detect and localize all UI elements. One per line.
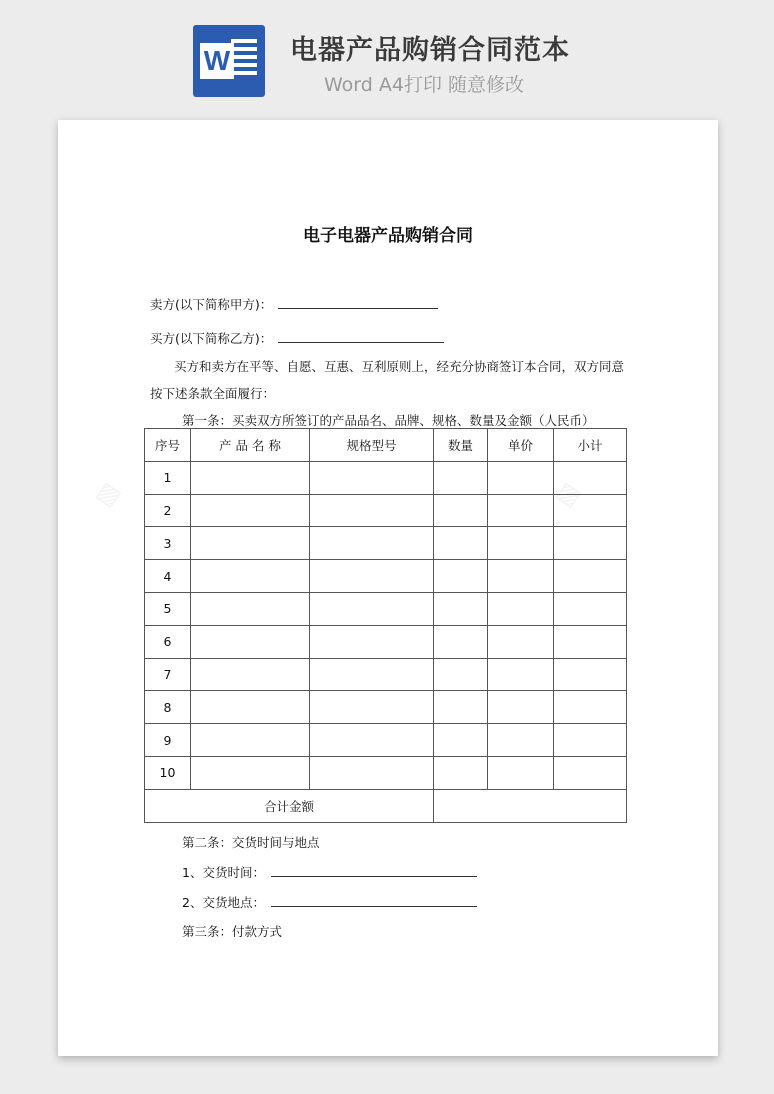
table-cell[interactable]	[488, 494, 554, 527]
buyer-blank[interactable]	[278, 330, 444, 343]
table-cell[interactable]	[191, 592, 310, 625]
table-cell[interactable]	[488, 756, 554, 789]
table-cell[interactable]	[434, 461, 488, 494]
article-1: 第一条：买卖双方所签订的产品品名、品牌、规格、数量及金额（人民币）	[182, 413, 595, 428]
table-cell[interactable]	[310, 625, 434, 658]
word-icon	[193, 25, 265, 97]
table-cell[interactable]	[488, 592, 554, 625]
table-cell[interactable]	[434, 625, 488, 658]
row-number: 1	[145, 461, 191, 494]
table-cell[interactable]	[488, 461, 554, 494]
delivery-place-blank[interactable]	[271, 894, 477, 907]
buyer-label: 买方(以下简称乙方)：	[150, 331, 273, 346]
row-number: 3	[145, 527, 191, 560]
table-cell[interactable]	[488, 658, 554, 691]
table-cell[interactable]	[434, 691, 488, 724]
intro-line-1: 买方和卖方在平等、自愿、互惠、互利原则上，经充分协商签订本合同，双方同意	[174, 359, 625, 374]
table-cell[interactable]	[310, 461, 434, 494]
seller-line	[150, 295, 438, 313]
table-row	[145, 658, 627, 691]
table-cell[interactable]	[310, 658, 434, 691]
banner-title: 电器产品购销合同范本	[290, 35, 570, 66]
table-cell[interactable]	[191, 756, 310, 789]
banner	[0, 0, 774, 118]
table-cell[interactable]	[191, 461, 310, 494]
table-row	[145, 724, 627, 757]
article-2: 第二条：交货时间与地点	[182, 835, 320, 850]
document-title: 电子电器产品购销合同	[303, 226, 473, 246]
banner-subtitle: Word A4打印 随意修改	[324, 74, 525, 96]
word-icon-letter: W	[200, 43, 234, 79]
table-row	[145, 691, 627, 724]
table-cell[interactable]	[554, 527, 627, 560]
table-header-row	[145, 429, 627, 462]
watermark: ▨	[552, 476, 587, 512]
table-row	[145, 494, 627, 527]
delivery-time-line	[182, 863, 477, 881]
seller-label: 卖方(以下简称甲方)：	[150, 297, 273, 312]
table-cell[interactable]	[191, 724, 310, 757]
row-number: 9	[145, 724, 191, 757]
table-cell[interactable]	[554, 560, 627, 593]
table-cell[interactable]	[310, 724, 434, 757]
header-cell: 数量	[434, 429, 488, 462]
row-number: 4	[145, 560, 191, 593]
table-row	[145, 461, 627, 494]
table-row	[145, 625, 627, 658]
table-row	[145, 527, 627, 560]
products-table	[144, 428, 627, 823]
row-number: 7	[145, 658, 191, 691]
table-cell[interactable]	[191, 494, 310, 527]
header-cell: 小计	[554, 429, 627, 462]
row-number: 8	[145, 691, 191, 724]
table-cell[interactable]	[488, 560, 554, 593]
header-cell: 单价	[488, 429, 554, 462]
row-number: 5	[145, 592, 191, 625]
table-cell[interactable]	[191, 658, 310, 691]
table-cell[interactable]	[554, 494, 627, 527]
table-cell[interactable]	[434, 494, 488, 527]
table-cell[interactable]	[191, 691, 310, 724]
table-cell[interactable]	[554, 691, 627, 724]
table-cell[interactable]	[310, 527, 434, 560]
table-cell[interactable]	[554, 658, 627, 691]
row-number: 2	[145, 494, 191, 527]
intro-line-2: 按下述条款全面履行：	[150, 386, 276, 401]
table-cell[interactable]	[191, 560, 310, 593]
delivery-time-blank[interactable]	[271, 864, 477, 877]
table-cell[interactable]	[310, 756, 434, 789]
header-cell: 序号	[145, 429, 191, 462]
article-3: 第三条：付款方式	[182, 924, 283, 939]
table-cell[interactable]	[434, 560, 488, 593]
table-cell[interactable]	[434, 527, 488, 560]
table-row	[145, 560, 627, 593]
table-cell[interactable]	[488, 724, 554, 757]
table-cell[interactable]	[310, 592, 434, 625]
table-cell[interactable]	[554, 625, 627, 658]
table-cell[interactable]	[310, 494, 434, 527]
header-cell: 规格型号	[310, 429, 434, 462]
table-cell[interactable]	[434, 724, 488, 757]
table-cell[interactable]	[434, 756, 488, 789]
table-cell[interactable]	[488, 527, 554, 560]
table-cell[interactable]	[554, 756, 627, 789]
total-label: 合计金额	[145, 789, 434, 822]
table-cell[interactable]	[488, 625, 554, 658]
seller-blank[interactable]	[278, 296, 438, 309]
table-cell[interactable]	[191, 527, 310, 560]
table-cell[interactable]	[434, 658, 488, 691]
watermark: ▨	[92, 476, 127, 512]
header-cell: 产 品 名 称	[191, 429, 310, 462]
document-page	[58, 120, 718, 1056]
row-number: 10	[145, 756, 191, 789]
table-row	[145, 592, 627, 625]
table-cell[interactable]	[310, 691, 434, 724]
total-value-cell[interactable]	[434, 789, 627, 822]
table-cell[interactable]	[310, 560, 434, 593]
table-cell[interactable]	[554, 592, 627, 625]
table-row	[145, 756, 627, 789]
table-cell[interactable]	[434, 592, 488, 625]
delivery-place-line	[182, 893, 477, 911]
table-cell[interactable]	[191, 625, 310, 658]
table-cell[interactable]	[554, 461, 627, 494]
buyer-line	[150, 329, 444, 347]
row-number: 6	[145, 625, 191, 658]
delivery-time-label: 1、交货时间：	[182, 865, 265, 880]
table-total-row	[145, 789, 627, 822]
table-cell[interactable]	[554, 724, 627, 757]
table-cell[interactable]	[488, 691, 554, 724]
delivery-place-label: 2、交货地点：	[182, 895, 265, 910]
